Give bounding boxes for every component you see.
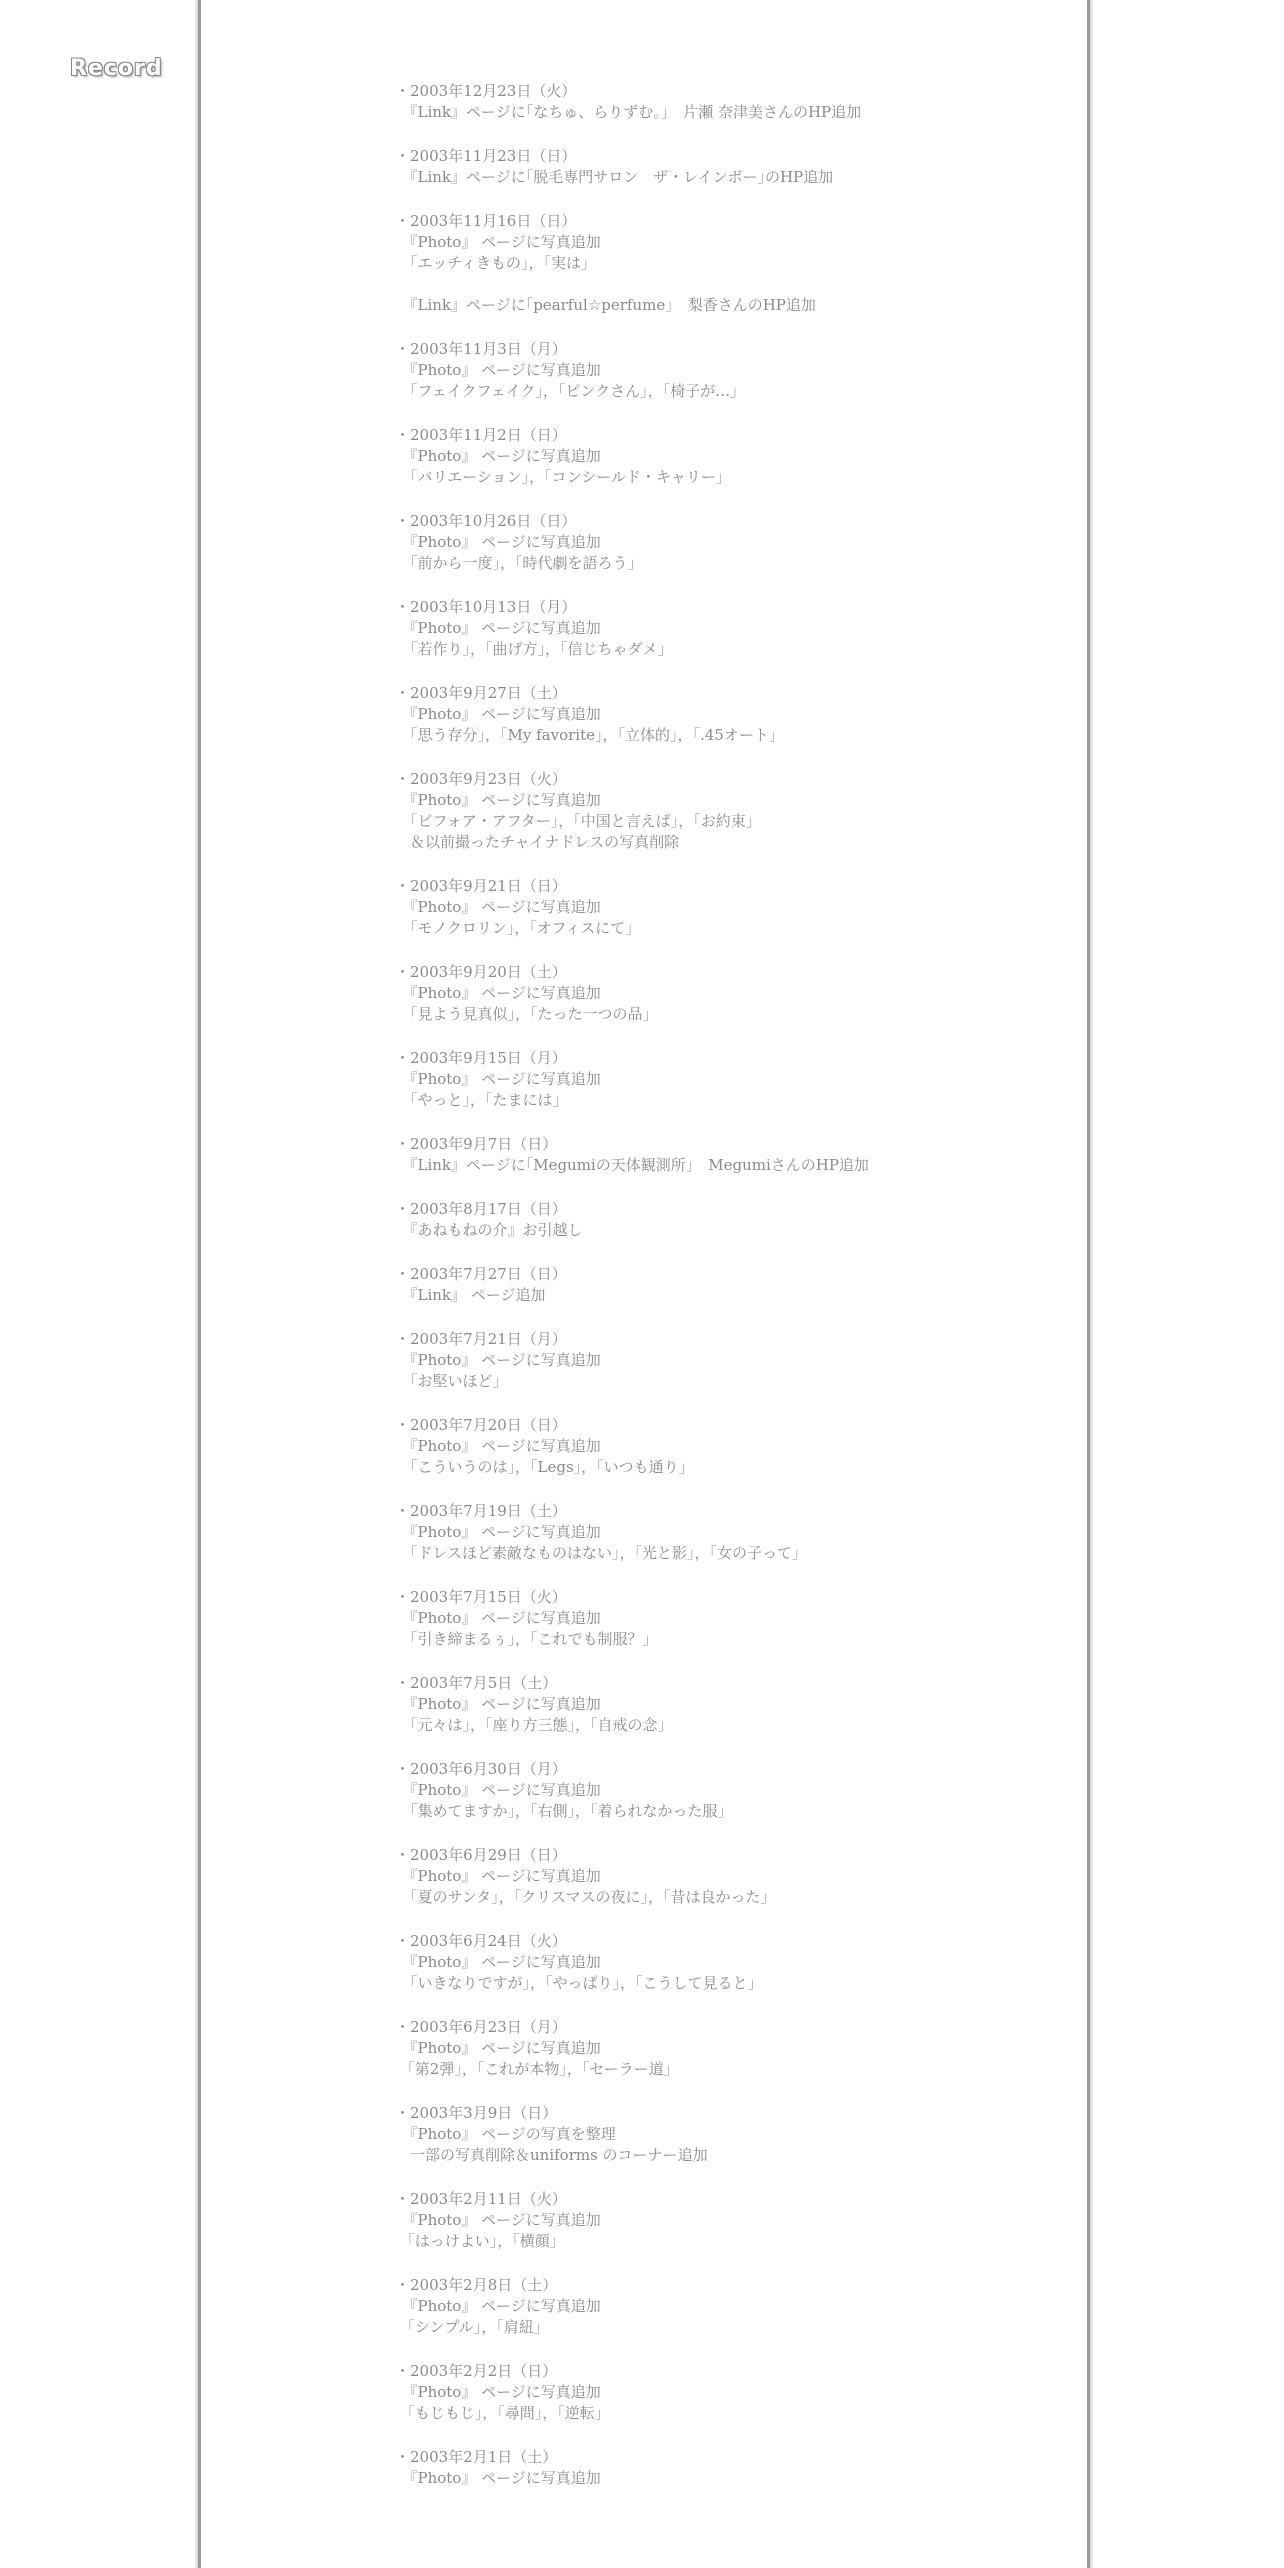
entry-text: 『Photo』 ページに写真追加	[395, 447, 601, 465]
entry-date: ・2003年11月16日（日）	[395, 212, 577, 230]
record-entry	[395, 511, 915, 574]
record-entry	[395, 425, 915, 488]
record-entry	[395, 1199, 915, 1241]
record-entry	[395, 1759, 915, 1822]
entry-text: 『Photo』 ページに写真追加	[395, 1351, 601, 1369]
entry-date: ・2003年6月23日（月）	[395, 2018, 567, 2036]
record-entry	[395, 81, 915, 123]
entry-date: ・2003年2月1日（土）	[395, 2448, 558, 2466]
entry-text: 『あねもねの介』お引越し	[395, 1221, 583, 1239]
entry-text: 「ビフォア・アフター」，「中国と言えば」，「お約束」	[395, 812, 761, 830]
entry-text: 『Photo』 ページに写真追加	[395, 1695, 601, 1713]
entry-text: 「バリエーション」，「コンシールド・キャリー」	[395, 468, 731, 486]
entry-date: ・2003年9月21日（日）	[395, 877, 567, 895]
entry-text: 『Photo』 ページに写真追加	[395, 2211, 601, 2229]
entry-text: 「思う存分」，「My favorite」，「立体的」，「.45オート」	[395, 726, 784, 744]
entry-date: ・2003年7月21日（月）	[395, 1330, 567, 1348]
entry-date: ・2003年10月26日（日）	[395, 512, 577, 530]
entry-date: ・2003年12月23日（火）	[395, 82, 577, 100]
entry-text: 「集めてますか」，「右側」，「着られなかった服」	[395, 1802, 733, 1820]
record-entry	[395, 876, 915, 939]
entry-text: 『Photo』 ページに写真追加	[395, 984, 601, 1002]
record-entry	[395, 2361, 915, 2424]
entry-date: ・2003年2月2日（日）	[395, 2362, 558, 2380]
entry-text: 「見よう見真似」，「たった一つの品」	[395, 1005, 658, 1023]
entry-text: 『Photo』 ページに写真追加	[395, 1070, 601, 1088]
entry-text: 「お堅いほど」	[395, 1372, 508, 1390]
entry-text: 『Photo』 ページに写真追加	[395, 2469, 601, 2487]
entry-text: 『Photo』 ページに写真追加	[395, 2383, 601, 2401]
entry-text: 「こういうのは」，「Legs」，「いつも通り」	[395, 1458, 694, 1476]
record-logo: Record	[70, 56, 163, 81]
entry-text: 『Photo』 ページに写真追加	[395, 791, 601, 809]
entry-text: 『Photo』 ページに写真追加	[395, 1953, 601, 1971]
entry-text: 「シンプル」，「肩紐」	[395, 2318, 549, 2336]
entry-text: 「はっけよい」，「横顔」	[395, 2232, 565, 2250]
entry-text: 『Photo』 ページに写真追加	[395, 1609, 601, 1627]
entry-text: 『Photo』 ページに写真追加	[395, 2297, 601, 2315]
record-entry	[395, 2275, 915, 2338]
entry-text: 『Link』ページに｢Megumiの天体観測所｣ MegumiさんのHP追加	[395, 1156, 869, 1174]
entry-text: 『Link』ページに｢pearful☆perfume｣ 梨香さんのHP追加	[395, 296, 816, 314]
entry-text: 「引き締まるぅ」，「これでも制服？」	[395, 1630, 658, 1648]
entry-text: 「第2弾」，「これが本物」，「セーラー道」	[395, 2060, 679, 2078]
entry-date: ・2003年6月30日（月）	[395, 1760, 567, 1778]
record-entry	[395, 597, 915, 660]
entry-text: 「モノクロリン」，「オフィスにて」	[395, 919, 641, 937]
entry-date: ・2003年3月9日（日）	[395, 2104, 558, 2122]
record-entry	[395, 769, 915, 853]
entry-date: ・2003年7月15日（火）	[395, 1588, 567, 1606]
entry-date: ・2003年6月29日（日）	[395, 1846, 567, 1864]
record-entry	[395, 1415, 915, 1478]
update-record-list	[395, 81, 915, 2512]
entry-date: ・2003年9月23日（火）	[395, 770, 567, 788]
entry-text: 『Photo』 ページに写真追加	[395, 898, 601, 916]
entry-text: 『Photo』 ページに写真追加	[395, 1781, 601, 1799]
entry-date: ・2003年6月24日（火）	[395, 1932, 567, 1950]
entry-date: ・2003年9月15日（月）	[395, 1049, 567, 1067]
record-entry	[395, 1673, 915, 1736]
entry-text: 『Photo』 ページに写真追加	[395, 1867, 601, 1885]
entry-date: ・2003年8月17日（日）	[395, 1200, 567, 1218]
entry-date: ・2003年9月20日（土）	[395, 963, 567, 981]
record-entry	[395, 1048, 915, 1111]
entry-text: 「若作り」，「曲げ方」，「信じちゃダメ」	[395, 640, 673, 658]
record-entry	[395, 146, 915, 188]
record-entry	[395, 2189, 915, 2252]
entry-text: 「元々は」，「座り方三態」，「自戒の念」	[395, 1716, 673, 1734]
entry-text: 「前から一度」，「時代劇を語ろう」	[395, 554, 643, 572]
entry-date: ・2003年11月3日（月）	[395, 340, 567, 358]
entry-text: 『Photo』 ページの写真を整理	[395, 2125, 616, 2143]
entry-date: ・2003年10月13日（月）	[395, 598, 577, 616]
entry-text: 「フェイクフェイク」，「ピンクさん」，「椅子が…」	[395, 382, 746, 400]
entry-text: 『Photo』 ページに写真追加	[395, 2039, 601, 2057]
record-entry	[395, 2103, 915, 2166]
record-entry	[395, 1264, 915, 1306]
entry-text: 「ドレスほど素敵なものはない」，「光と影」，「女の子って」	[395, 1544, 808, 1562]
entry-text: 「夏のサンタ」，「クリスマスの夜に」，「昔は良かった」	[395, 1888, 776, 1906]
record-entry	[395, 1931, 915, 1994]
entry-date: ・2003年7月19日（土）	[395, 1502, 567, 1520]
entry-date: ・2003年11月23日（日）	[395, 147, 577, 165]
entry-text: 「いきなりですが」，「やっぱり」，「こうして見ると」	[395, 1974, 763, 1992]
record-entry	[395, 2447, 915, 2489]
entry-date: ・2003年2月11日（火）	[395, 2190, 567, 2208]
record-entry	[395, 962, 915, 1025]
entry-date: ・2003年11月2日（日）	[395, 426, 567, 444]
record-entry	[395, 1587, 915, 1650]
entry-date: ・2003年7月27日（日）	[395, 1265, 567, 1283]
entry-text: 「もじもじ」，「尋問」，｢逆転｣	[395, 2404, 603, 2422]
record-entry	[395, 1329, 915, 1392]
entry-text: 『Photo』 ページに写真追加	[395, 233, 601, 251]
entry-text: 「やっと」，「たまには」	[395, 1091, 568, 1109]
entry-date: ・2003年9月7日（日）	[395, 1135, 558, 1153]
entry-date: ・2003年7月20日（日）	[395, 1416, 567, 1434]
entry-date: ・2003年9月27日（土）	[395, 684, 567, 702]
record-entry	[395, 683, 915, 746]
entry-text: 『Link』 ページ追加	[395, 1286, 546, 1304]
record-entry	[395, 1501, 915, 1564]
record-entry	[395, 2017, 915, 2080]
record-entry	[395, 339, 915, 402]
entry-date: ・2003年2月8日（土）	[395, 2276, 558, 2294]
entry-text: 『Photo』 ページに写真追加	[395, 1523, 601, 1541]
record-entry	[395, 1134, 915, 1176]
entry-text: 「エッチィきもの」，「実は」	[395, 254, 597, 272]
entry-text: 『Photo』 ページに写真追加	[395, 1437, 601, 1455]
entry-text: ＆以前撮ったチャイナドレスの写真削除	[395, 833, 680, 851]
entry-date: ・2003年7月5日（土）	[395, 1674, 558, 1692]
entry-text: 『Photo』 ページに写真追加	[395, 619, 601, 637]
record-entry	[395, 1845, 915, 1908]
entry-text: 『Photo』 ページに写真追加	[395, 533, 601, 551]
entry-text: 『Photo』 ページに写真追加	[395, 705, 601, 723]
entry-text: 一部の写真削除＆uniforms のコーナー追加	[395, 2146, 708, 2164]
entry-text: 『Link』ページに｢なちゅ、らりずむ。」 片瀬 奈津美さんのHP追加	[395, 103, 862, 121]
entry-text: 『Photo』 ページに写真追加	[395, 361, 601, 379]
record-entry	[395, 211, 915, 316]
left-column	[0, 0, 198, 2568]
entry-text: 『Link』ページに｢脱毛専門サロン ザ・レインボー｣のHP追加	[395, 168, 834, 186]
entry-spacer	[395, 274, 915, 295]
